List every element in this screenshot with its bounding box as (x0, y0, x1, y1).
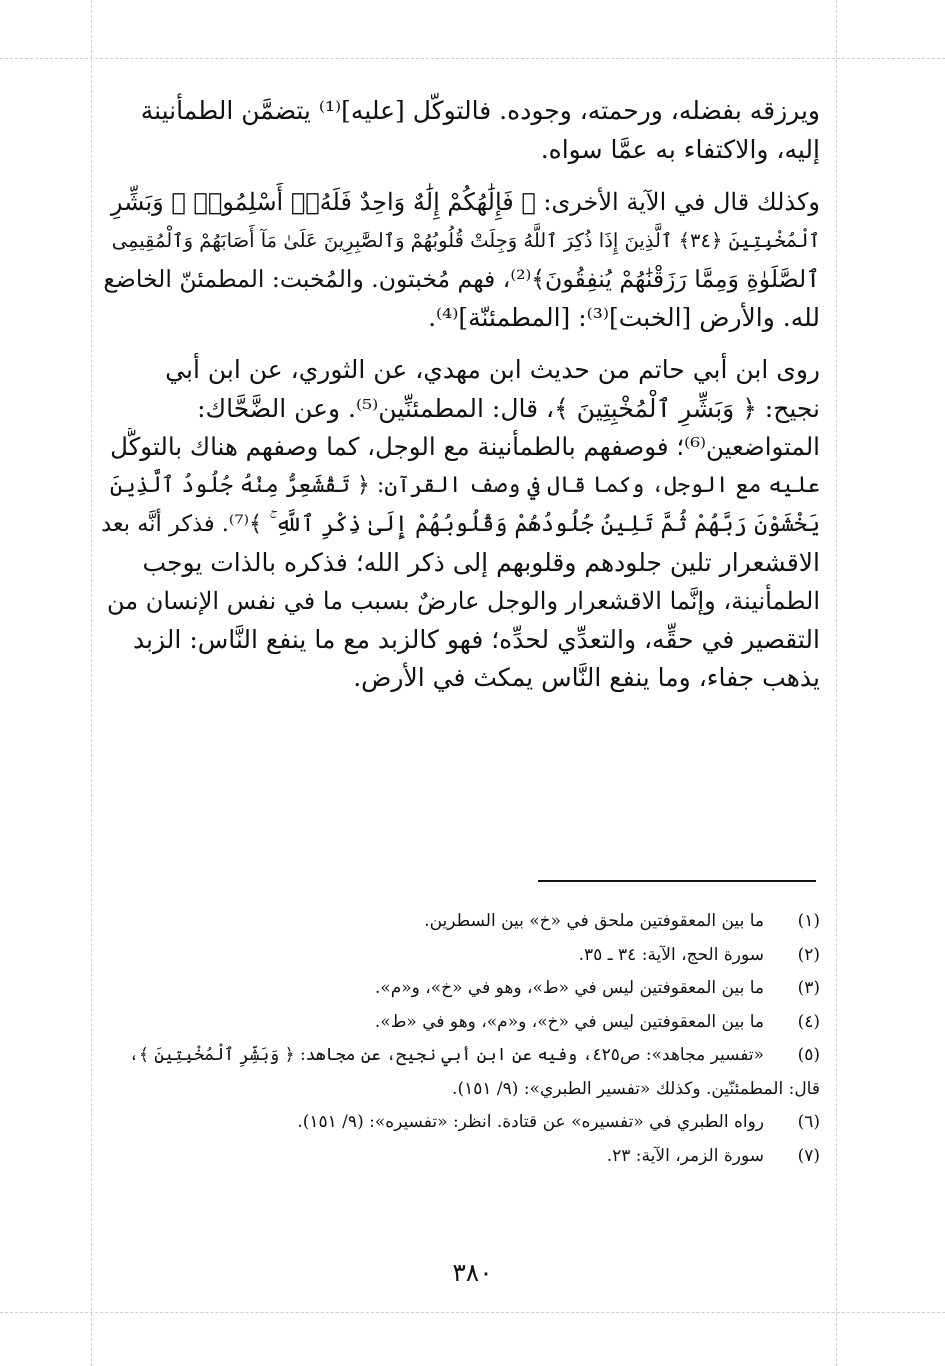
footnote-text: ما بين المعقوفتين ليس في «خ»، و«م»، وهو في «ط». (374, 1011, 764, 1032)
footnote-text: سورة الزمر، الآية: ٢٣. (606, 1145, 764, 1166)
footnote-7 (110, 1140, 820, 1174)
text-line: روى ابن أبي حاتم من حديث ابن مهدي، عن الثوري، عن ابن أبي (165, 355, 820, 384)
footnote-2 (110, 939, 820, 973)
footnote-text: رواه الطبري في «تفسيره» عن قتادة. انظر: «تفسيره»: (٩/ ١٥١). (297, 1112, 764, 1132)
scan-guide-line (0, 1312, 945, 1313)
footnote-number: (٣) (797, 978, 820, 998)
footnote-3 (110, 972, 820, 1006)
paragraph-3 (98, 351, 820, 698)
text-line: ٱلْمُخْبِتِينَ ﴿٣٤﴾ ٱلَّذِينَ إِذَا ذُكِرَ ٱللَّهُ وَجِلَتْ قُلُوبُهُمْ وَٱلصَّٰبِرِينَ عَلَىٰ مَآ أَصَابَهُمْ وَٱلْمُقِيمِى (111, 228, 820, 252)
footnote-continuation: قال: المطمئنّين. وكذلك «تفسير الطبري»: (٩/ ١٥١). (452, 1078, 820, 1099)
footnote-text: سورة الحج، الآية: ٣٤ ـ ٣٥. (578, 944, 764, 965)
paragraph-2 (98, 183, 820, 337)
footnote-number: (٢) (797, 944, 820, 965)
text-line: الطمأنينة، وإنَّما الاقشعرار والوجل عارضٌ بسبب ما في نفس الإنسان من (106, 587, 820, 615)
footnote-1 (110, 905, 820, 939)
footnote-number: (١) (797, 911, 820, 931)
text-line: المتواضعين⁽⁶⁾؛ فوصفهم بالطمأنينة مع الوجل، كما وصفهم هناك بالتوكُّل (110, 432, 820, 461)
paragraph-1 (98, 92, 820, 169)
footnote-number: (٥) (797, 1045, 820, 1065)
footnote-separator (538, 880, 816, 882)
footnote-text: ما بين المعقوفتين ملحق في «خ» بين السطرين. (424, 911, 764, 931)
page-number: ٣٨٠ (452, 1258, 493, 1287)
scan-guide-line (836, 0, 837, 1366)
footnote-text: ما بين المعقوفتين ليس في «ط»، وهو في «خ»، و«م». (374, 978, 764, 998)
footnote-number: (٦) (797, 1112, 820, 1132)
footnote-4 (110, 1006, 820, 1040)
footnote-number: (٧) (797, 1145, 820, 1166)
footnote-text: «تفسير مجاهد»: ص٤٢٥، وفيه عن ابن أبي نجيح، عن مجاهد: ﴿ وَبَشِّرِ ٱلْمُخْبِتِينَ ﴾، (128, 1045, 764, 1065)
text-line: الاقشعرار تلين جلودهم وقلوبهم إلى ذكر الله؛ فذكره بالذات يوجب (142, 547, 820, 577)
text-line: التقصير في حقِّه، والتعدِّي لحدِّه؛ فهو كالزبد مع ما ينفع النَّاس: الزبد (132, 624, 820, 654)
text-line: وكذلك قال في الآية الأخرى: ﴿ فَإِلَٰهُكُمْ إِلَٰهٌ وَاحِدٌ فَلَهُۥٓ أَسْلِمُوا۟ ۗ وَبَشِّرِ (110, 188, 820, 216)
text-line: لله. والأرض [الخبت]⁽³⁾: [المطمئنّة]⁽⁴⁾. (428, 302, 820, 332)
scan-guide-line (0, 58, 945, 59)
footnote-number: (٤) (797, 1011, 820, 1032)
text-line: نجيح: ﴿ وَبَشِّرِ ٱلْمُخْبِتِينَ ﴾، قال: المطمئنِّين⁽⁵⁾. وعن الضَّحَّاك: (197, 393, 820, 423)
scan-guide-line (91, 0, 92, 1366)
text-line: يذهب جفاء، وما ينفع النَّاس يمكث في الأرض. (353, 663, 820, 692)
text-line: عليه مع الوجل، وكما قال في وصف القرآن: ﴿ تَقْشَعِرُّ مِنْهُ جُلُودُ ٱلَّذِينَ (109, 472, 820, 498)
text-line: يَخْشَوْنَ رَبَّهُمْ ثُمَّ تَلِينُ جُلُودُهُمْ وَقُلُوبُهُمْ إِلَىٰ ذِكْرِ ٱللَّهِ ۚ ﴾⁽⁷⁾. فذكر أنَّه بعد (101, 511, 820, 537)
text-line: إليه، والاكتفاء به عمَّا سواه. (540, 134, 820, 164)
footnote-5 (110, 1039, 820, 1073)
footnotes (110, 905, 820, 1173)
text-line: ٱلصَّلَوٰةِ وَمِمَّا رَزَقْنَٰهُمْ يُنفِقُونَ﴾⁽²⁾، فهم مُخبتون. والمُخبت: المطمئنّ الخاضع (103, 265, 820, 293)
text-line: ويرزقه بفضله، ورحمته، وجوده. فالتوكُّل [عليه]⁽¹⁾ يتضمَّن الطمأنينة (140, 96, 820, 125)
main-text (98, 92, 820, 712)
footnote-6 (110, 1106, 820, 1140)
